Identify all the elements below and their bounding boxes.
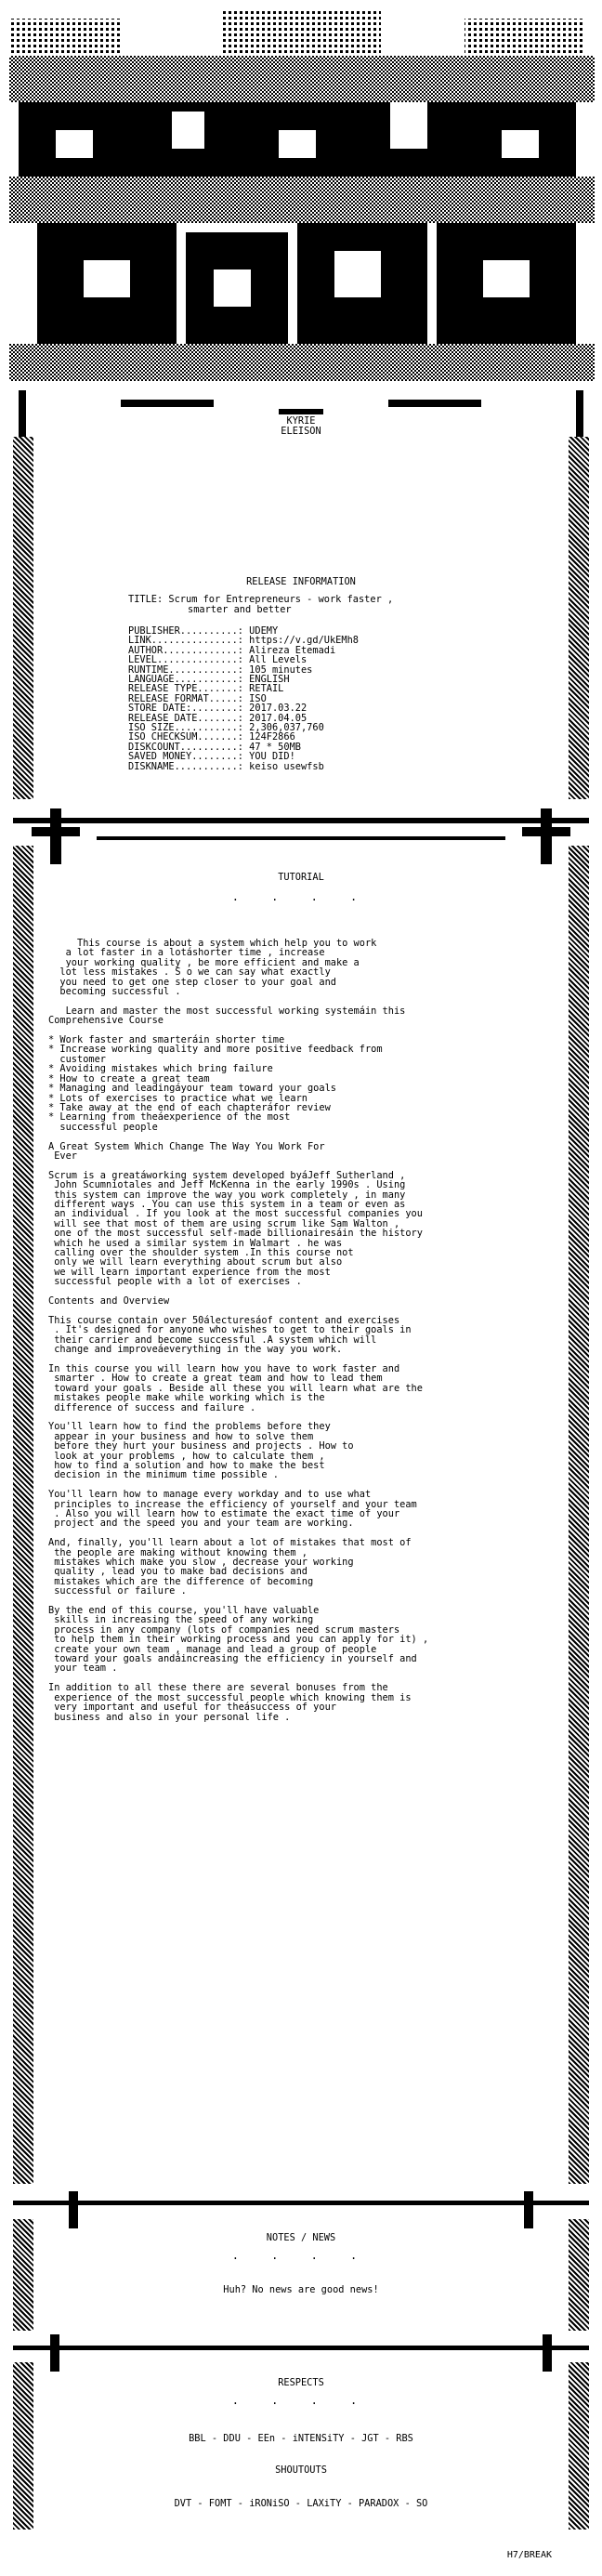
release-heading: RELEASE INFORMATION xyxy=(246,576,356,587)
news-frame xyxy=(13,2191,589,2331)
tutorial-border-right xyxy=(569,846,589,2184)
release-field: LEVEL..............: All Levels xyxy=(128,654,308,666)
tutorial-body: This course is about a system which help you to work a lot faster in a lotáshorter time , increase your working quality , be more efficient and make a lot less mistakes . S o we can say what exactly you need to get one step closer to your goal and becoming successful . Learn and master the most successful working systemáin this Comprehensive Course * Work faster and smarteráin shorter time * Increase working quality and more positive feedback from customer * Avoiding mistakes which bring failure * How to create a great team * Managing and leadingáyour team toward your goals * Lots of exercises to practice what we learn * Take away at the end of each chapteráfor review * Learning from theáexperience of the most successful people A Great System Which Change The Way You Work For Ever Scrum is a greatáworking system developed byáJeff Sutherland , John Scumniotales and Jeff McKenna in the early 1990s . Using this system can improve the way you work completely , in many different ways . You can use this system in a team or even as an individual . If you look at the most successful companies you will see that most of them are using scrum like Sam Walton , one of the most successful self-made billionairesáin the history which he used a similar system in Walmart . he was calling over the shoulder system .In this course not only we will learn everything about scrum but also we will learn important experience from the most successful people with a lot of exercises . Contents and Overview This course contain over 50álecturesáof content and exercises . It's designed for anyone who wishes to get to their goals in their carrier and become successful .A system which will change and improveáeverything in the way you work. In this course you will learn how you have to work faster and smarter . How to create a great team and how to lead them toward your goals . Beside all these you will learn what are the mistakes people make while working which is the difference of success and failure . You'll learn how to find the problems before they appear in your business and how to solve them before they hurt your business and projects . How to look at your problems , how to calculate them , how to find a solution and how to make the best decision in the minimum time possible . You'll learn how to manage every workday and to use what principles to increase the efficiency of yourself and your team . Also you will learn how to estimate the exact time of your project and the speed you and your team are working. And, finally, you'll learn about a lot of mistakes that most of the people are making without knowing them , mistakes which make you slow , decrease your working quality , lead you to make bad decisions and mistakes which are the difference of becoming successful or failure . By the end of this course, you'll have valuable skills in increasing the speed of any working process in any company (lots of companies need scrum masters to help them in their working process and you can apply for it) , create your own team , manage and lead a group of people toward your goals andáincreasing the efficiency in yourself and your team . In addition to all these there are several bonuses from the experience of the most successful people which knowing them is very important and useful for theásuccess of your business and also in your personal life . xyxy=(48,939,429,1722)
news-heading: NOTES / NEWS xyxy=(266,2232,336,2243)
frame-border-right xyxy=(569,437,589,799)
tutorial-dots: . . . . xyxy=(231,890,371,903)
tutorial-heading: TUTORIAL xyxy=(278,872,324,883)
shoutouts-heading: SHOUTOUTS xyxy=(275,2464,327,2476)
release-field: SAVED MONEY........: YOU DID! xyxy=(128,751,295,763)
ascii-logo xyxy=(0,0,602,437)
respects-frame xyxy=(13,2334,589,2567)
release-field: AUTHOR.............: Alireza Etemadi xyxy=(128,644,336,656)
release-field: DISKNAME...........: keiso_usewfsb xyxy=(128,760,324,772)
badge-line-1: KYRIE xyxy=(286,415,316,427)
news-dots: . . . . xyxy=(231,2249,371,2262)
respects-dots: . . . . xyxy=(231,2394,371,2407)
release-field: RUNTIME............: 105 minutes xyxy=(128,664,313,676)
release-field: ISO SIZE...........: 2,306,037,760 xyxy=(128,722,324,734)
release-field: LINK...............: https://v.gd/UkEMh8 xyxy=(128,635,359,647)
release-field: STORE DATE:........: 2017.03.22 xyxy=(128,703,308,715)
release-field: RELEASE TYPE.......: RETAIL xyxy=(128,683,284,695)
release-title-line-2: smarter and better xyxy=(188,605,292,615)
release-title-line-1: TITLE: Scrum for Entrepreneurs - work faster , xyxy=(128,595,394,605)
respects-heading: RESPECTS xyxy=(278,2377,324,2388)
news-body: Huh? No news are good news! xyxy=(223,2284,379,2295)
tutorial-frame xyxy=(13,808,589,2184)
tutorial-border-left xyxy=(13,846,33,2184)
release-fields xyxy=(128,626,546,771)
frame-border-left xyxy=(13,437,33,799)
release-field: RELEASE DATE.......: 2017.04.05 xyxy=(128,712,308,724)
logo-art xyxy=(0,0,602,437)
footer-tag: H7/BREAK xyxy=(506,2550,552,2560)
release-field: LANGUAGE...........: ENGLISH xyxy=(128,674,290,686)
respects-ornament xyxy=(13,2334,589,2372)
shoutouts-body: DVT - FOMT - iRONiSO - LAXiTY - PARADOX - SO xyxy=(174,2498,428,2509)
release-field: DISKCOUNT..........: 47 * 50MB xyxy=(128,741,301,753)
release-info-frame xyxy=(13,437,589,799)
release-field: ISO CHECKSUM.......: 124F2866 xyxy=(128,731,295,743)
respects-body: BBL - DDU - EEn - iNTENSiTY - JGT - RBS xyxy=(189,2433,413,2444)
news-ornament xyxy=(13,2191,589,2228)
badge-line-2: ELEISON xyxy=(281,426,321,437)
release-field: RELEASE FORMAT.....: ISO xyxy=(128,692,267,704)
release-field: PUBLISHER..........: UDEMY xyxy=(128,626,279,637)
group-badge xyxy=(264,416,338,437)
tutorial-top-ornament xyxy=(13,808,589,874)
